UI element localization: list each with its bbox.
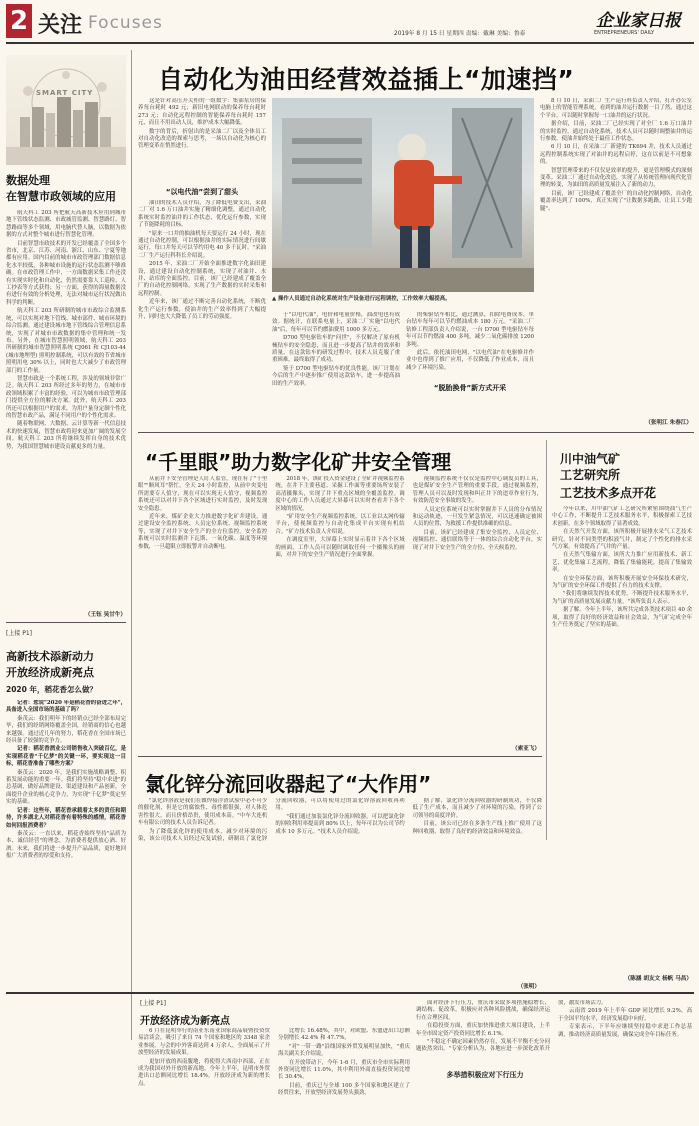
- institute-title-line1: 川中油气矿: [560, 452, 621, 466]
- paragraph: 为了降低氯化锌的使用成本，减少对环境的污染，该公司技术人员经过反复试验，研制出了氯化锌分流回收器，可以将使用过的氯化锌溶液回收再利用。: [138, 798, 405, 843]
- paragraph: 云南省 2019 年上半年 GDP 同比增长 9.2%，高于全国平均水平，经济发展稳中向好。: [558, 1008, 692, 1022]
- bottom-section-rule: [6, 992, 694, 994]
- paragraph: 从前井下安全管理是人盯人监管，现在有了"千里眼""顺风耳"帮忙，全天 24 小时监控，从前中央变电所需要专人值守，现在可以实现无人值守，视频监控系统还可以对井下各个区域进行实时监控，及时发现安全隐患。: [138, 476, 268, 512]
- paragraph: "我们将继续发挥技术优势，不断提升技术服务水平，为气矿的高质量发展贡献力量。"该所负责人表示。: [552, 591, 692, 605]
- mine-author: （索亚飞）: [512, 746, 540, 752]
- answer: 秦茂云：一直以来，稻花香始终坚持"品质为本、诚信经营"的理念，为消费者提供放心酒、好酒。未来，我们将进一步提升产品品质，更好地回报广大消费者的厚爱和支持。: [6, 830, 126, 860]
- paragraph: D700 型电驱钻车的"问世"，不仅解决了原有机械钻车的安全隐患，而且进一步提高了钻井的效率和质量。在这款钻车的研发过程中，技术人员克服了重重困难，最终取得了成功。: [272, 335, 400, 364]
- date-line: 2019年 8 月 15 日 星期四 责编：戴琳 美编：鲁泰: [394, 31, 526, 37]
- paragraph: 于"以电代油"，电价和电量价格，油改电也有成效。据统计，在联系电量上，采油二厂实施"以电代油"后，每年可以节约燃油费用 1000 多万元。: [272, 312, 400, 333]
- mine-body: [138, 476, 542, 744]
- smart-city-image: [6, 55, 126, 165]
- left-story2-title-line1: 高新技术添新动力: [6, 650, 94, 663]
- paragraph: 在安全环保方面，该所积极开展安全环保技术研究，为气矿的安全环保工作提供了有力的技术支撑。: [552, 575, 692, 590]
- paragraph: 在稳投资方面，重庆加快推进重大项目建设，上半年全市固定资产投资同比增长 6.1%。: [416, 1023, 550, 1037]
- bottom-title: 开放经济成为新亮点: [140, 1016, 230, 1027]
- paragraph: 目前，该厂已经建成了覆盖全厂的自动化控制网络，自动化覆盖率达到了 100%，真正实现了"让数据多跑路，让员工少跑腿"。: [540, 190, 692, 212]
- paragraph: "氯化锌溶液是我们在做焊接浮渣试验中必不可少的催化剂，但是它的腐蚀性、毒性都很强，对人体危害性很大。而且价格昂贵，使用成本高。"中车大连机车有限公司的技术人员告诉记者。: [138, 798, 268, 827]
- brand-en: ENTREPRENEURS' DAILY: [594, 30, 655, 36]
- paragraph: 今年以来，川中油气矿工艺研究所紧密围绕油气生产中心工作，不断提升工艺技术服务水平，积极探索工艺技术创新，在多个领域取得了显著成效。: [552, 506, 692, 527]
- left-story2-title-line2: 开放经济成新亮点: [6, 666, 94, 679]
- brand-name: 企业家日报: [596, 11, 681, 31]
- lead-photo: [272, 98, 534, 292]
- paragraph: 近年来，该厂通过不断完善自动化系统，不断优化生产运行参数，使油井的生产效率得到了大幅提升，同时也大大降低了员工的劳动强度。: [138, 299, 266, 321]
- paragraph: 鉴于 D700 型电驱钻车的优良性能，该厂计划在今后的生产中逐步推广使用这款钻车，进一步提高油田的生产效率。: [272, 365, 400, 387]
- question: 记者：您说"2020 年是稻花香的奋进之年"，具备进入全国市场的基础了吗？: [6, 700, 126, 714]
- masthead: [0, 0, 699, 46]
- answer: 秦茂云：我们明年下的经销点已经全部布局完毕，我们的经销网络覆盖全国，经销商的信心也越来越强。通过近几年的努力，稻花香在全国市场已经具备了较强的竞争力。: [6, 715, 126, 745]
- paragraph: "矿用安全生产视频监控系统，以工业以太网传输平台，使视频监控与自动化集成平台实现有机结合。"矿方技术负责人介绍说。: [275, 514, 405, 535]
- lead-title: 自动化为油田经营效益插上“加速挡”: [158, 65, 575, 94]
- paragraph: 人员定位系统可以实时掌握井下人员的分布情况和运动轨迹，一旦发生紧急情况，可以迅速确定被困人员的位置，为救援工作提供准确的信息。: [412, 506, 542, 528]
- section-en: Focuses: [88, 13, 163, 33]
- paragraph: 目前智慧市政技术的开发已经覆盖了全国多个省市，北京、江苏、河南、浙江、山东、宁夏等地都有应用。国内目前的城市市政管理部门数据信息化水平较低，各种城市设施的运行状态监测不够准确。在市政管理工作中，一方面数据采集工作还没有实现实时化和自动化，仍然需要靠人工巡检、人工抄表等方式获得；另一方面，获得的海量数据没有进行有效的分析处理，无法对城市运行状况做出科学的判断。: [6, 240, 126, 306]
- institute-body: [552, 506, 692, 968]
- lead-bottom-rule: [138, 432, 694, 433]
- paragraph: 在天然气集输方面，该所大力推广应用新技术、新工艺，优化集输工艺流程，降低了集输能耗，提高了集输效率。: [552, 552, 692, 574]
- lead-photo-caption: ▲ 操作人员通过自动化系统对生产设备进行远程调控，工作效率大幅提高。: [272, 296, 451, 302]
- lead-intro: [138, 98, 266, 184]
- left-kicker: [上接 P1]: [6, 630, 33, 637]
- paragraph: 6 月在昆明举行的南亚东南亚国家商品展暨投资贸易洽谈会，吸引了来自 74 个国家和地区的 3348 家企业参展。与会的中外客商达到 4 万余人，全面展示了开放型经济的发展成果。: [138, 1028, 270, 1057]
- paragraph: 8 月 10 日，采油二厂生产运行科负责人介绍，打开办公室电脑上的智能管理系统，看到的油井运行数据一目了然，通过这个平台，可以随时掌握每一口油井的运行状况。: [540, 98, 692, 119]
- paragraph: "不稳定不确定因素仍然存在，发展不平衡不充分问题依然突出。"专家分析认为，各地应进一步深化改革开放，激发市场活力。: [416, 1000, 607, 1053]
- institute-title-line2: 工艺研究所: [560, 468, 621, 482]
- paragraph: 在天然气开发方面，该所积极开展排水采气工艺技术研究，针对不同类型的积液气井，制定了个性化的排水采气方案，有效提高了气井的产量。: [552, 529, 692, 551]
- answer: 秦茂云：2020 年，是我们实施战略调整、积蓄发展动能的重要一年。我们将坚持"稳中求进"的总基调，做好品牌建设、渠道建设和产品创新，全面提升企业的核心竞争力，为实现"千亿梦"奠定坚实的基础。: [6, 769, 126, 806]
- paragraph: 智慧管理带来的不仅仅是效率的提升，更是管理模式的深刻变革。采油二厂通过自动化改造，实现了从传统管理向现代化管理的转变，为油田的高质量发展注入了新的动力。: [540, 167, 692, 189]
- paragraph: 油田的技术人员介绍，为了降低电费支出，采油二厂对 1.6 万口油井实施了精细化调整，通过自动化系统实时监控油井的工作状态，优化运行参数，实现了节能降耗的目标。: [138, 200, 266, 229]
- paragraph: 航天科工 203 所把航天高新技术应用到城市地下管线状态监测、市政城管监测、智慧路灯、智慧路面等多个领域，用电脑代替人脑，以数据为依据的方式对整个城市进行智慧化管理。: [6, 210, 126, 239]
- lead-subhead-1: “以电代油”尝到了甜头: [165, 188, 239, 196]
- paragraph: 据了解，今年上半年，该所共完成各类技术项目 40 余项，取得了良好的经济效益和社会效益，为气矿完成全年生产任务奠定了坚实的基础。: [552, 607, 692, 629]
- paragraph: "对"一带一路"沿线国家外贸发展明显加快，"重庆海关副关长介绍说。: [278, 1043, 410, 1058]
- lead-body-3: [406, 312, 534, 380]
- oilfield-worker-icon: [272, 98, 534, 292]
- section-cn: 关注: [38, 13, 83, 38]
- paragraph: 据了解，氯化锌分流回收器的研制成功，不仅降低了生产成本，而且减少了对环境的污染，得到了公司领导的高度评价。: [412, 798, 542, 819]
- left-story-author: （王钰 吴甘牛）: [84, 612, 126, 618]
- lead-body-4: [540, 98, 692, 416]
- paragraph: 2015 年，采油二厂开始全面推进数字化油田建设，通过建设自动化控制系统，实现了对油井、水井、站库的全面监控。目前，该厂已经建成了覆盖全厂的自动化控制网络，实现了生产数据的实时采集和远程控制。: [138, 261, 266, 297]
- paragraph: 更加开放的西南腹地，将使得大西南中西部，正在成为我国对外开放的新高地。今年上半年，昆明市外贸进出口总额同比增长 18.4%，开放经济成为新的增长点。: [138, 1058, 270, 1087]
- paragraph: "原来一口井的抽油机每天要运行 24 小时，现在通过自动化控制，可以根据油井的实际情况进行间歇运行，每口井每天可以节约用电 40 多千瓦时。"采油二厂生产运行科科长介绍说。: [138, 230, 266, 259]
- question: 记者：这些年，稻花香承载着太多的责任和期待，许多湖北人对稻花香有着特殊的感情，稻花香如何回报消费者？: [6, 807, 126, 829]
- lead-body-2: [272, 312, 400, 430]
- paragraph: "我们通过加装氯化锌分流回收器，可以把氯化锌的回收利用率提高到 80% 以上，每年可以为公司节约成本 10 多万元。"技术人员介绍说。: [275, 813, 405, 835]
- paragraph: 在开放带动下，今年 1-6 月，重庆市全市实际利用外资同比增长 11.0%，其中利用外商直接投资同比增长 30.4%。: [278, 1059, 410, 1081]
- left-story2-body: [6, 700, 126, 1038]
- question: 记者：稻花香酒业公司销售收入突破百亿，是实现稻花香"千亿梦"的关键一环，要实现这一目标，稻花香准备了哪些方案？: [6, 746, 126, 768]
- paragraph: 6 月 10 日，在采油二厂新建的 TK694 井，技术人员通过远程控制系统实现了对油井的远程启停，这在以前是不可想象的。: [540, 144, 692, 166]
- page-number: 2: [9, 6, 29, 36]
- paragraph: 此后，依托油田电网，"以电代油"在电驱修井作业中也得到了推广应用，不仅降低了作业成本，而且减少了环境污染。: [406, 350, 534, 371]
- paragraph: 的柴驱钻车相比，通过测算，扣除电费成本，单台钻车每年可以节约燃油成本 180 万元。"采油二厂钻修工程部负责人介绍说，一台 D700 型电驱钻车每年可以节约燃油 400 多吨，减少二氧化碳排放 1200 多吨。: [406, 312, 534, 348]
- paragraph: 目前，重庆已与全球 100 多个国家和地区建立了经贸往来，开放型经济发展势头强劲。: [278, 1082, 410, 1097]
- paragraph: 视频监控系统不仅仅是监控中心调度员的工具，也是煤矿安全生产管理的重要手段。通过视频监控，管理人员可以及时发现和纠正井下的违章作业行为，有效防范安全事故的发生。: [412, 476, 542, 505]
- mine-bottom-rule: [138, 756, 542, 757]
- city-illustration-icon: [6, 55, 126, 165]
- paragraph: 随着物联网、大数据、云计算等新一代信息技术的快速发展，智慧市政将迎来更加广阔的发展空间。航天科工 203 所将继续发挥自身的技术优势，为我国智慧城市建设贡献更多的力量。: [6, 421, 126, 450]
- paragraph: 这是针对高压开关柜的一组数字：集油泵房的保养每台耗时 492 元；新旧电网联动的保养每台耗时 273 元；自动化远程控制的智能保养每台耗时 157 元，而且不用出动人员，维护成本大幅降低。: [138, 98, 266, 127]
- recycler-author: （张明）: [517, 984, 540, 990]
- bottom-subhead: 多举措积极应对下行压力: [446, 1071, 524, 1079]
- paragraph: 数字的背后，折射出的是采油二厂以及全体员工对自动化改造的探索与思考，一场以自动化为核心的管理变革在悄然进行。: [138, 128, 266, 150]
- paragraph: 在调度室里，大屏幕上实时显示着井下各个区域的画面，工作人员可以随时调取任何一个摄像头的画面，对井下的安全生产情况进行全面掌握。: [275, 537, 405, 559]
- image-caption: SMART CITY: [36, 89, 94, 97]
- bottom-kicker: [上接 P1]: [140, 1000, 167, 1007]
- recycler-body: [138, 798, 542, 980]
- left-story-body: [6, 210, 126, 608]
- left-column-rule: [131, 50, 132, 1040]
- lead-body-1: [138, 200, 266, 428]
- left-divider: [6, 622, 126, 623]
- paragraph: 智慧市政是一个系统工程，涉及的领域非常广泛。航天科工 203 所经过多年的努力，在城市市政领域积累了丰富的经验，可以为城市市政管理部门提供全方位的解决方案。此外，航天科工 203 所还可以根据用户的需求，为用户量身定制个性化的智慧市政产品，满足不同用户的个性化需求。: [6, 375, 126, 419]
- paragraph: 据介绍，目前，采油二厂已经实现了对全厂 1.6 万口油井的实时监控，通过自动化系统，技术人员可以随时调整油井的运行参数，使油井始终处于最佳工作状态。: [540, 121, 692, 143]
- paragraph: 面对经济下行压力，重庆市采取多项措施稳增长、调结构、促改革，积极应对各种风险挑战，确保经济运行在合理区间。: [416, 1000, 550, 1021]
- left-story-title-line1: 数据处理: [6, 174, 50, 187]
- bottom-body-2: [416, 1000, 692, 1122]
- recycler-title: 氯化锌分流回收器起了“大作用”: [145, 772, 432, 796]
- paragraph: 航天科工 203 所研制的城市市政综合监测系统，可以实现对地下管线、城市部件、城市环境的综合监测。通过建设城市地下管线综合管理信息系统，实现了对城市市政数据的集中管理和统一发布。另外，在城市智慧照明领域，航天科工 203 所研制的城市智慧照明系统 CJ061 和 CJ103-44 (城市地埋型) 照明控制系统，可以有效的节省城市照明用电 30% 以上，同时也大大减少了市政管理部门的工作量。: [6, 308, 126, 374]
- paragraph: 比增长 16.48%，其中，对欧盟、东盟进出口总额分别增长 42.4% 和 47.7%。: [278, 1028, 410, 1042]
- mine-right-rule: [546, 440, 547, 840]
- page-number-badge: [6, 4, 32, 38]
- institute-author: （陈涵 胡友文 杨帆 马昌）: [624, 976, 692, 982]
- bottom-body-1: [138, 1028, 410, 1122]
- paragraph: 2018 年，该矿投入资金建设了全矿井视频监控系统，在井下主要巷道、采掘工作面等重要场所安装了高清摄像头，实现了井下重点区域的全覆盖监控。调度中心的工作人员通过大屏幕可以实时查看井下各个区域的情况。: [275, 476, 405, 512]
- left-story-title-line2: 在智慧市政领域的应用: [6, 190, 116, 203]
- institute-title-line3: 工艺技术多点开花: [560, 486, 657, 500]
- paragraph: 目前，该矿已经建成了集安全监控、人员定位、视频监控、通信联络等于一体的综合自动化平台，实现了对井下安全生产的全方位、全天候监控。: [412, 529, 542, 551]
- lead-subhead-2: “脱胎换骨”新方式开采: [433, 384, 507, 392]
- paragraph: 近年来，煤矿企业大力推进数字化矿井建设，通过建设安全监控系统、人员定位系统、视频监控系统等，实现了对井下安全生产的全方位监控。安全监控系统可以实时监测井下瓦斯、一氧化碳、温度等环境参数，一旦超限立即报警并自动断电。: [138, 514, 268, 550]
- left-story2-subhead: 2020 年，稻花香怎么做？: [6, 685, 97, 694]
- mine-title: “千里眼”助力数字化矿井安全管理: [145, 450, 452, 474]
- paragraph: 专家表示，下半年应继续坚持稳中求进工作总基调，推动经济高质量发展，确保完成全年目标任务。: [558, 1024, 692, 1038]
- masthead-rule: [6, 42, 694, 44]
- lead-author: （张明江 朱春江）: [645, 420, 692, 426]
- paragraph: 目前，该公司已经在多条生产线上推广使用了这种回收器，取得了良好的经济效益和环境效益。: [412, 821, 542, 835]
